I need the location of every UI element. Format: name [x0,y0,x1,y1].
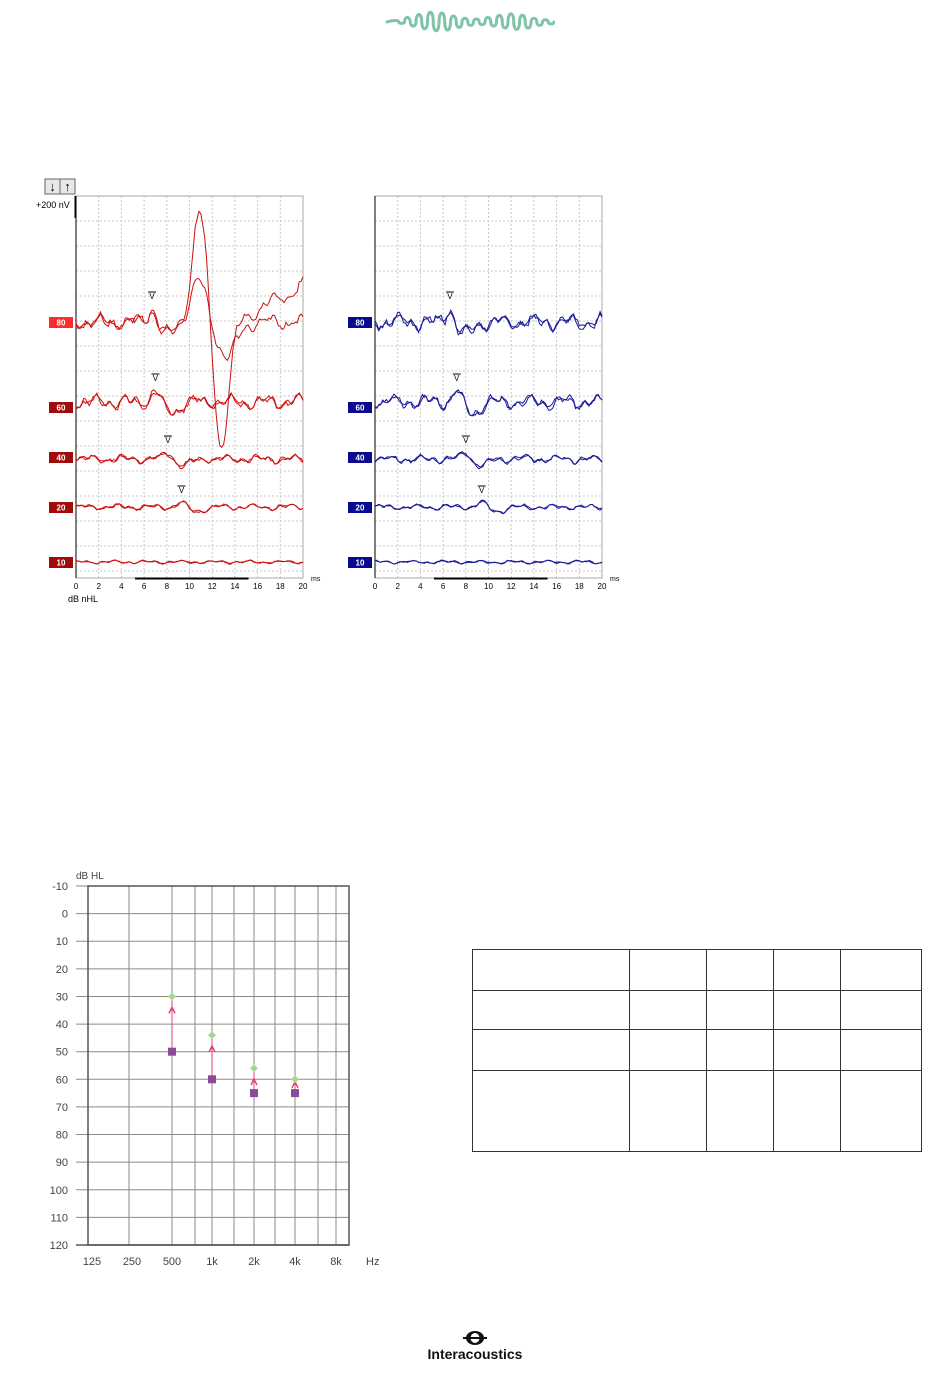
peak-marker-v: V [152,374,159,383]
table-cell [774,1030,841,1071]
peak-marker-v: V [149,292,155,301]
peak-marker-v: V [479,486,485,495]
x-tick-label: 250 [122,1256,142,1268]
table-row [473,1030,922,1071]
y-tick-label: 70 [55,1101,68,1114]
x-tick-label: 16 [253,582,263,591]
level-badge-label: 20 [355,503,365,513]
x-tick-label: 125 [82,1256,102,1268]
table-cell [841,991,922,1030]
x-tick-label: 6 [440,582,446,591]
x-tick-label: 2 [96,582,101,591]
zoom-down-button[interactable] [45,179,60,194]
peak-marker-v: V [165,436,171,445]
audiogram-chart [40,862,400,1282]
table-cell [841,950,922,991]
y-tick-label: -10 [52,881,68,893]
y-tick-label: 20 [55,963,68,976]
table-row [473,991,922,1030]
x-tick-label: 2k [248,1256,260,1268]
table-cell [841,1030,922,1071]
x-tick-label: 14 [230,582,240,591]
x-tick-label: 4 [418,582,423,591]
svg-text:↓: ↓ [49,179,56,194]
table-cell [841,1071,922,1152]
audiogram-y-ticks [50,881,68,1252]
svg-text:↑: ↑ [64,179,71,194]
level-badge-label: 40 [355,453,365,463]
level-badge-label: 40 [56,453,66,463]
level-badge-label: 60 [56,403,66,413]
plot-frame [88,886,349,1245]
x-tick-label: 0 [73,582,79,591]
brand-name: Interacoustics [427,1346,523,1362]
table-cell [774,1071,841,1152]
x-tick-label: 6 [141,582,147,591]
unit-db-label: dB nHL [68,594,99,604]
level-badge-label: 20 [56,503,66,513]
diamond-marker [208,1031,216,1039]
audiogram-x-label: Hz [366,1256,380,1268]
table-cell [630,1030,707,1071]
peak-marker-v: V [178,486,185,495]
x-tick-label: 12 [506,582,516,591]
square-marker [291,1089,299,1097]
waveform-logo-icon [385,4,555,40]
y-tick-label: 60 [55,1074,68,1087]
x-tick-label: 20 [597,582,607,591]
level-badge-label: 80 [56,318,66,328]
x-tick-label: 10 [484,582,493,591]
table-cell [707,950,774,991]
summary-table [472,949,922,1152]
y-tick-label: 40 [55,1019,68,1032]
peak-marker-v: V [447,292,453,301]
table-cell [707,1071,774,1152]
x-tick-label: 8 [164,582,170,591]
scale-label: +200 nV [36,200,70,210]
x-tick-label: 12 [207,582,217,591]
x-tick-label: 4 [119,582,124,591]
x-tick-label: 4k [289,1256,301,1268]
table-cell [774,991,841,1030]
y-tick-label: 120 [49,1240,68,1252]
table-cell [630,991,707,1030]
level-badge-label: 80 [355,318,365,328]
table-cell [707,991,774,1030]
y-tick-label: 0 [61,908,68,921]
y-tick-label: 80 [55,1129,68,1142]
table-cell [630,1071,707,1152]
table-cell [473,1071,630,1152]
y-tick-label: 110 [50,1212,68,1225]
level-badge-label: 60 [355,403,365,413]
x-tick-label: 500 [162,1256,182,1268]
x-tick-label: 0 [372,582,378,591]
y-tick-label: 100 [49,1184,68,1197]
diamond-marker [168,992,176,1000]
level-badge-label: 10 [355,558,365,568]
audiogram-x-ticks [83,1256,342,1268]
interacoustics-logo [400,1328,550,1364]
square-marker [168,1048,176,1056]
interacoustics-globe-icon [463,1331,487,1345]
level-badge-label: 10 [56,558,66,568]
x-tick-label: 20 [298,582,308,591]
table-cell [473,1030,630,1071]
table-cell [707,1030,774,1071]
table-row [473,1071,922,1152]
peak-marker-v: V [463,436,469,445]
y-tick-label: 10 [55,936,68,949]
square-marker [208,1075,216,1083]
table-cell [774,950,841,991]
x-tick-label: 1k [206,1256,218,1268]
audiogram-y-label: dB HL [76,871,104,882]
x-tick-label: 10 [185,582,194,591]
waveform-trace [375,500,602,513]
table-cell [473,991,630,1030]
y-tick-label: 30 [55,991,68,1004]
x-tick-label: 14 [529,582,539,591]
ms-unit-label: ms [311,576,321,583]
table-cell [630,950,707,991]
x-tick-label: 16 [552,582,562,591]
right-ear-plot [348,196,620,591]
y-tick-label: 50 [55,1046,68,1059]
table-cell [473,950,630,991]
x-tick-label: 8 [463,582,469,591]
peak-marker-v: V [454,374,460,383]
left-ear-plot [49,196,321,591]
ms-unit-label: ms [610,576,620,583]
x-tick-label: 18 [574,582,584,591]
diamond-marker [291,1075,299,1083]
x-tick-label: 18 [275,582,285,591]
zoom-up-button[interactable] [60,179,75,194]
x-tick-label: 8k [330,1256,342,1268]
square-marker [250,1089,258,1097]
abr-waveform-panel [0,178,640,608]
y-tick-label: 90 [55,1157,68,1170]
x-tick-label: 2 [395,582,400,591]
diamond-marker [250,1064,258,1072]
table-row [473,950,922,991]
